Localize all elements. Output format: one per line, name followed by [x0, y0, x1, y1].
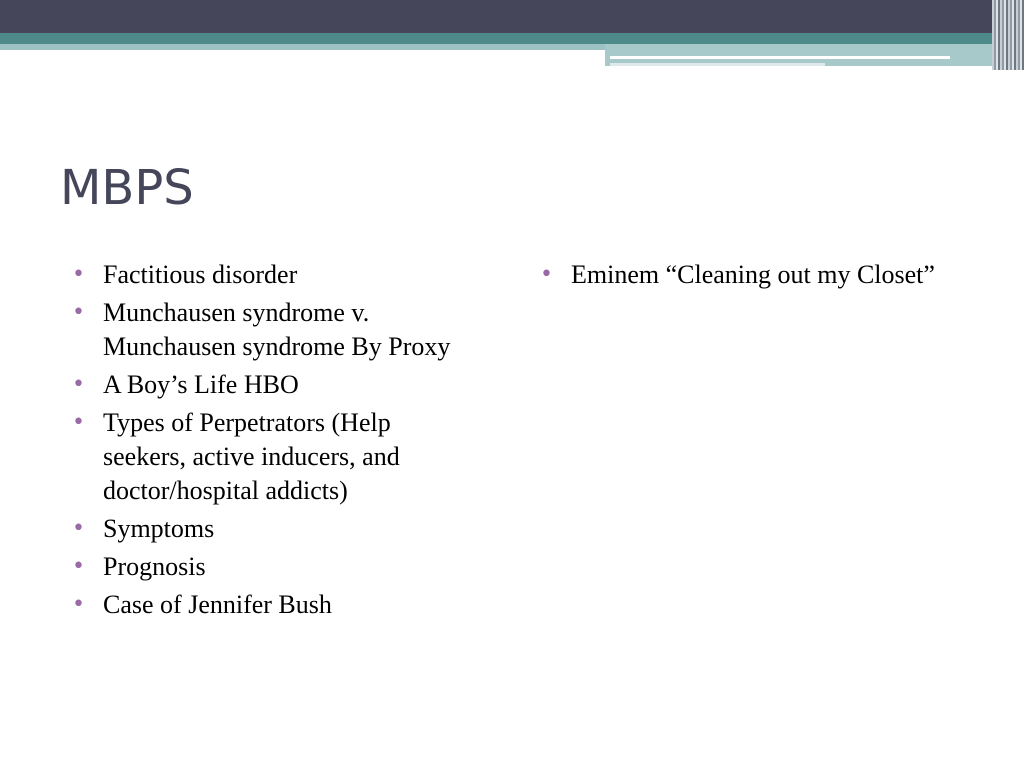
- list-item: [540, 258, 940, 292]
- bullet-icon: •: [72, 262, 85, 287]
- header-accent-line-2: [610, 63, 825, 66]
- bullet-icon: •: [72, 410, 85, 435]
- list-item: [72, 258, 472, 292]
- right-bullet-list: [540, 258, 940, 292]
- list-item-text: Types of Perpetrators (Help seekers, active inducers, and doctor/hospital addicts): [103, 408, 400, 505]
- list-item-text: Eminem “Cleaning out my Closet”: [571, 260, 935, 289]
- bullet-icon: •: [72, 592, 85, 617]
- list-item: [72, 550, 472, 584]
- list-item-text: Munchausen syndrome v. Munchausen syndrome By Proxy: [103, 298, 451, 361]
- list-item: [72, 296, 472, 364]
- bullet-icon: •: [540, 262, 553, 287]
- list-item-text: Case of Jennifer Bush: [103, 590, 332, 619]
- header-light-band: [0, 44, 605, 50]
- header-teal-band: [0, 33, 1024, 44]
- list-item: [72, 406, 472, 508]
- slide-title: MBPS: [60, 160, 194, 216]
- list-item: [72, 512, 472, 546]
- right-column: [540, 258, 940, 296]
- list-item-text: A Boy’s Life HBO: [103, 370, 299, 399]
- header-stripes: [992, 0, 1024, 70]
- list-item-text: Factitious disorder: [103, 260, 298, 289]
- left-column: [72, 258, 472, 626]
- list-item: [72, 368, 472, 402]
- bullet-icon: •: [72, 554, 85, 579]
- bullet-icon: •: [72, 300, 85, 325]
- list-item-text: Symptoms: [103, 514, 215, 543]
- list-item-text: Prognosis: [103, 552, 206, 581]
- bullet-icon: •: [72, 372, 85, 397]
- left-bullet-list: [72, 258, 472, 622]
- list-item: [72, 588, 472, 622]
- header-dark-band: [0, 0, 1024, 33]
- header-accent-line: [610, 56, 950, 59]
- bullet-icon: •: [72, 516, 85, 541]
